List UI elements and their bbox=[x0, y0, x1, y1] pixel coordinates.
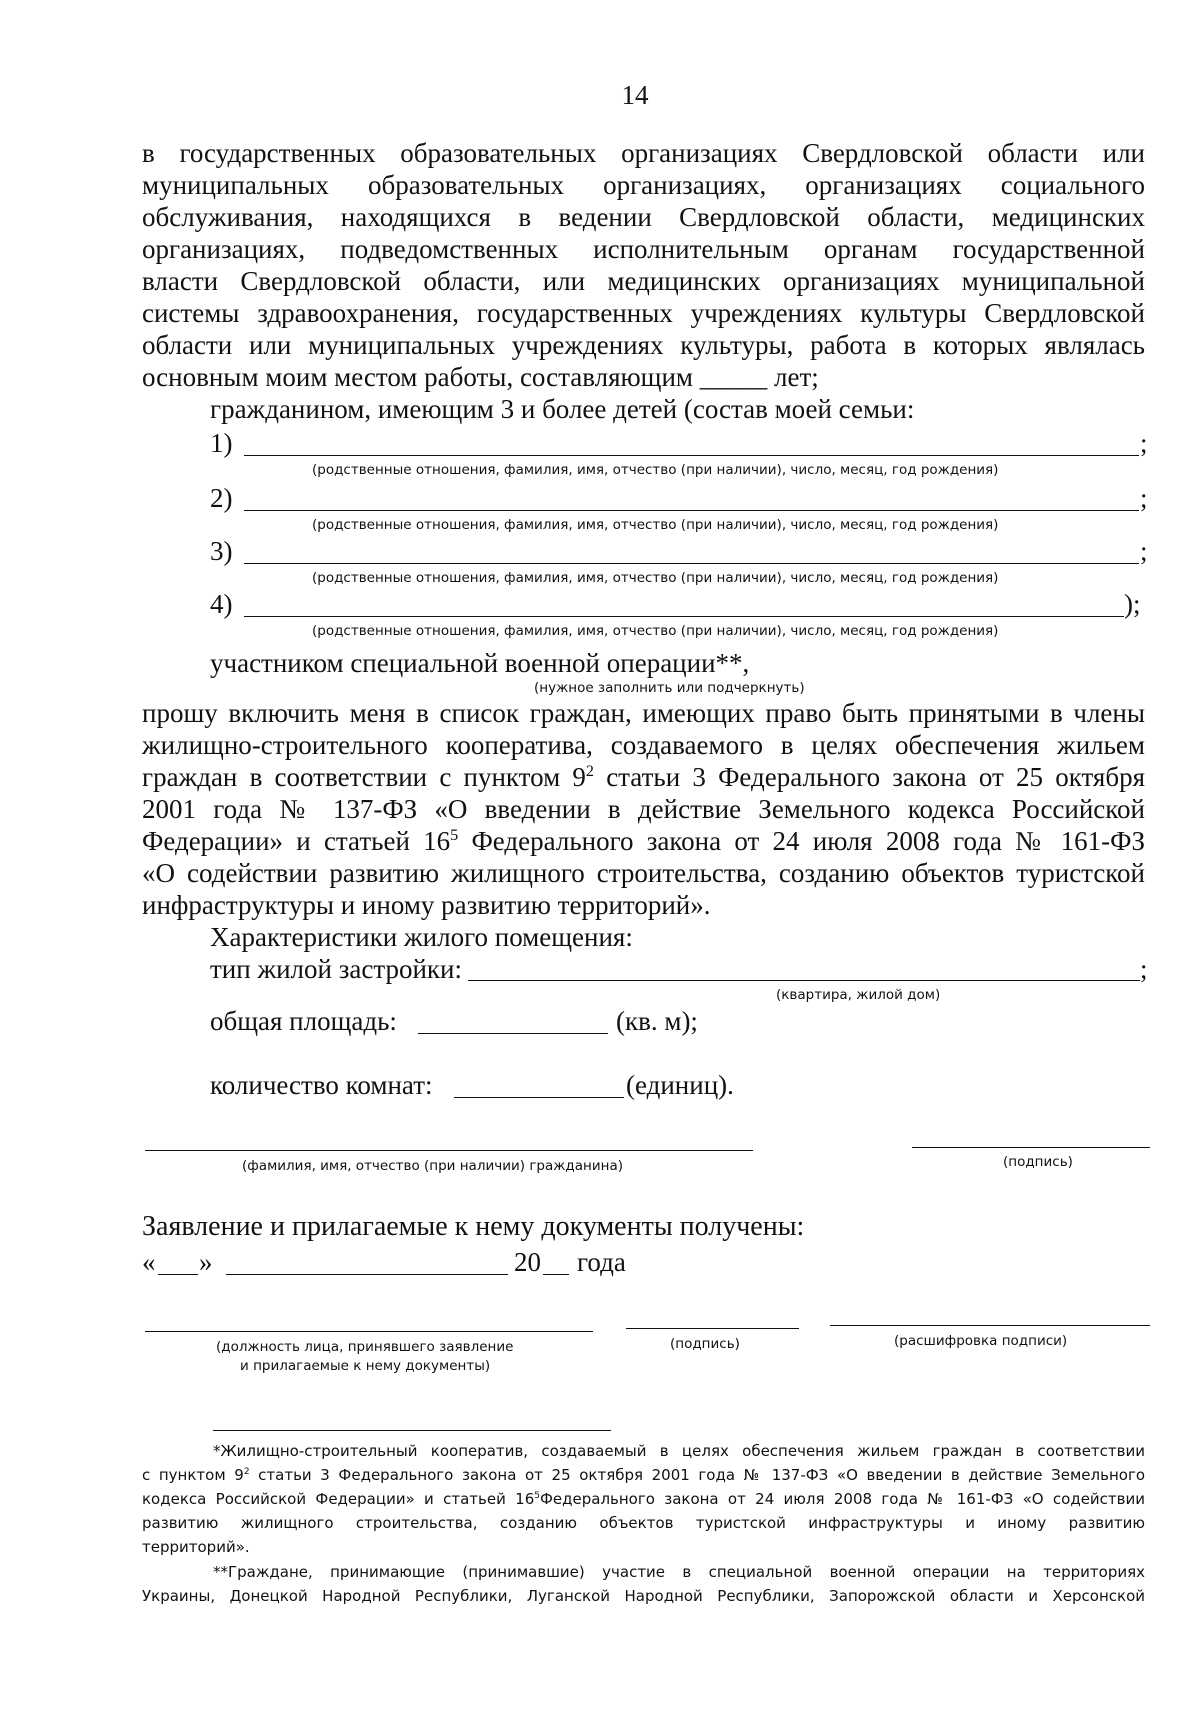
text-line: обслуживания, находящихся в ведении Свердловской области, медицинских bbox=[142, 202, 1145, 232]
text-line: 2001 года № 137-ФЗ «О введении в действие Земельного кодекса Российской bbox=[142, 794, 1145, 824]
line-ending: ; bbox=[1140, 428, 1148, 458]
housing-type-label: тип жилой застройки: bbox=[210, 954, 463, 984]
footnote-line: **Граждане, принимающие (принимавшие) участие в специальной военной операции на территориях bbox=[213, 1563, 1145, 1581]
text-line: муниципальных образовательных организациях, организациях социального bbox=[142, 170, 1145, 200]
text-line: организациях, подведомственных исполнительным органам государственной bbox=[142, 234, 1145, 264]
text-line: прошу включить меня в список граждан, имеющих право быть принятыми в члены bbox=[142, 698, 1145, 728]
date-open-quote: « bbox=[142, 1247, 156, 1277]
family-member-field[interactable] bbox=[244, 455, 1139, 456]
rooms-unit: (единиц). bbox=[626, 1070, 734, 1100]
official-position-caption: (должность лица, принявшего заявление bbox=[216, 1339, 514, 1355]
area-label: общая площадь: bbox=[210, 1006, 397, 1036]
footnote-line: с пунктом $9^2$ статьи 3 Федерального закона от 25 октября 2001 года № 137-ФЗ «О введении в действие Земельного bbox=[142, 1466, 1146, 1484]
housing-type-field[interactable] bbox=[468, 980, 1140, 981]
family-item-number: 4) bbox=[210, 589, 233, 619]
family-item-number: 2) bbox=[210, 483, 233, 513]
date-month-field[interactable] bbox=[226, 1274, 508, 1275]
svo-line: участником специальной военной операции**, bbox=[210, 648, 750, 678]
applicant-name-field[interactable] bbox=[145, 1150, 753, 1151]
field-caption: (родственные отношения, фамилия, имя, отчество (при наличии), число, месяц, год рождения) bbox=[312, 570, 999, 586]
rooms-field[interactable] bbox=[454, 1097, 624, 1098]
year-prefix: 20 bbox=[514, 1247, 541, 1277]
housing-heading: Характеристики жилого помещения: bbox=[210, 922, 633, 952]
line-ending: ; bbox=[1140, 954, 1148, 984]
footnote-line: кодекса Российской Федерации» и статьей $16^5Федерального$ закона от 24 июля 2008 года № 161-ФЗ «О содействии bbox=[142, 1490, 1146, 1508]
official-position-caption: и прилагаемые к нему документы) bbox=[240, 1358, 491, 1374]
text-line: в государственных образовательных организациях Свердловской области или bbox=[142, 138, 1145, 168]
official-position-field[interactable] bbox=[145, 1331, 593, 1332]
family-member-field[interactable] bbox=[244, 510, 1139, 511]
footnote-separator bbox=[213, 1430, 611, 1431]
footnote-line: территорий». bbox=[142, 1538, 250, 1556]
field-caption: (родственные отношения, фамилия, имя, отчество (при наличии), число, месяц, год рождения) bbox=[312, 623, 999, 639]
rooms-label: количество комнат: bbox=[210, 1070, 433, 1100]
large-family-line: гражданином, имеющим 3 и более детей (состав моей семьи: bbox=[210, 394, 915, 424]
family-item-number: 1) bbox=[210, 428, 233, 458]
text-line: области или муниципальных учреждениях культуры, работа в которых являлась bbox=[142, 330, 1145, 360]
text-line: жилищно-строительного кооператива, создаваемого в целях обеспечения жильем bbox=[142, 730, 1145, 760]
line-ending: ; bbox=[1140, 483, 1148, 513]
area-field[interactable] bbox=[418, 1033, 608, 1034]
line-ending: ; bbox=[1140, 536, 1148, 566]
family-member-field[interactable] bbox=[244, 563, 1139, 564]
applicant-name-caption: (фамилия, имя, отчество (при наличии) гражданина) bbox=[242, 1158, 623, 1174]
date-close-quote: » bbox=[199, 1247, 213, 1277]
text-line: системы здравоохранения, государственных учреждениях культуры Свердловской bbox=[142, 298, 1145, 328]
applicant-signature-field[interactable] bbox=[912, 1147, 1150, 1148]
field-caption: (родственные отношения, фамилия, имя, отчество (при наличии), число, месяц, год рождения) bbox=[312, 517, 999, 533]
text-line: власти Свердловской области, или медицинских организациях муниципальной bbox=[142, 266, 1145, 296]
received-title: Заявление и прилагаемые к нему документы получены: bbox=[142, 1211, 805, 1242]
footnote-line: *Жилищно-строительный кооператив, создаваемый в целях обеспечения жильем граждан в соответствии bbox=[213, 1442, 1145, 1460]
date-day-field[interactable] bbox=[158, 1274, 198, 1275]
page-number: 14 bbox=[621, 80, 649, 110]
field-caption: (родственные отношения, фамилия, имя, отчество (при наличии), число, месяц, год рождения) bbox=[312, 462, 999, 478]
area-unit: (кв. м); bbox=[616, 1006, 698, 1036]
footnote-line: Украины, Донецкой Народной Республики, Луганской Народной Республики, Запорожской области и Херсонской bbox=[142, 1587, 1145, 1605]
text-line: граждан в соответствии с пунктом $9^2$ статьи 3 Федерального закона от 25 октября bbox=[142, 762, 1145, 792]
official-decoding-field[interactable] bbox=[830, 1325, 1150, 1326]
year-suffix: года bbox=[577, 1247, 626, 1277]
housing-type-caption: (квартира, жилой дом) bbox=[776, 987, 941, 1003]
applicant-signature-caption: (подпись) bbox=[1003, 1154, 1073, 1170]
text-line: инфраструктуры и иному развитию территорий». bbox=[142, 890, 711, 920]
official-signature-caption: (подпись) bbox=[670, 1336, 740, 1352]
text-line: Федерации» и статьей $16^5$ Федерального закона от 24 июля 2008 года № 161-ФЗ bbox=[142, 826, 1146, 856]
text-line: «О содействии развитию жилищного строительства, созданию объектов туристской bbox=[142, 858, 1145, 888]
official-decoding-caption: (расшифровка подписи) bbox=[894, 1333, 1068, 1349]
svo-caption: (нужное заполнить или подчеркнуть) bbox=[534, 680, 805, 696]
date-year-field[interactable] bbox=[543, 1274, 569, 1275]
official-signature-field[interactable] bbox=[626, 1328, 799, 1329]
family-item-number: 3) bbox=[210, 536, 233, 566]
line-ending: ); bbox=[1124, 589, 1141, 619]
family-member-field[interactable] bbox=[244, 616, 1124, 617]
text-line: основным моим местом работы, составляющим _____ лет; bbox=[142, 362, 819, 392]
footnote-line: развитию жилищного строительства, созданию объектов туристской инфраструктуры и иному развитию bbox=[142, 1514, 1145, 1532]
